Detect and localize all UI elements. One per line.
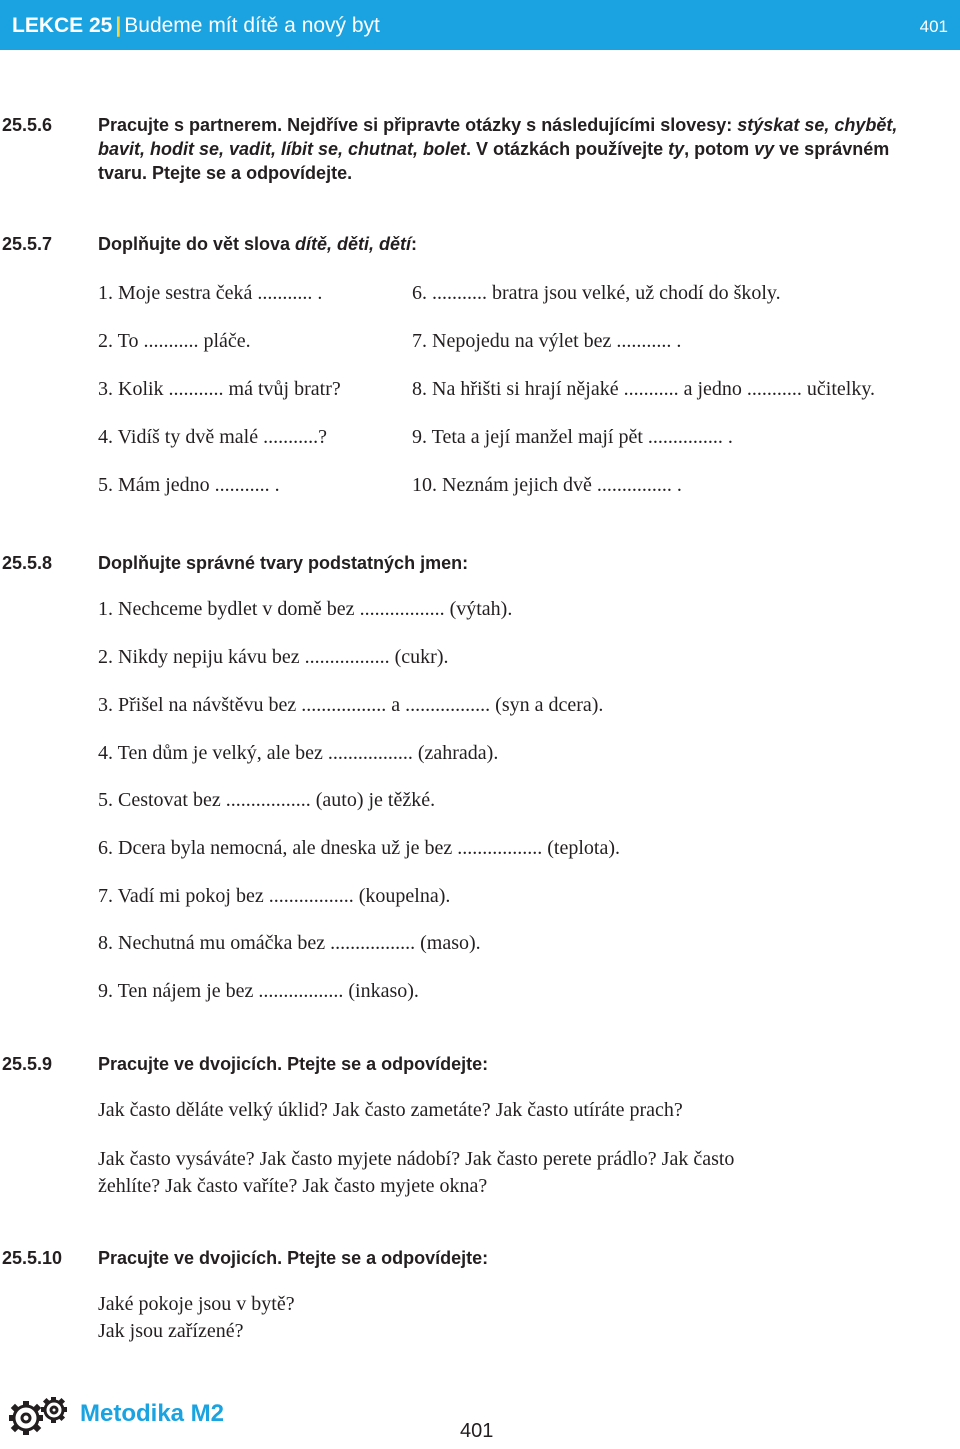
ex7-left-item-2: 2. To ........... pláče. xyxy=(98,330,251,352)
header-page-number: 401 xyxy=(919,17,948,36)
ex7-left-item-4: 4. Vidíš ty dvě malé ...........? xyxy=(98,426,327,448)
ex6-text-2: . V otázkách používejte xyxy=(466,139,669,159)
ex8-item-2: 2. Nikdy nepiju kávu bez ................. (cukr). xyxy=(98,646,449,668)
ex10-text-1: Pracujte ve dvojicích. xyxy=(98,1248,288,1268)
ex8-item-9: 9. Ten nájem je bez ................. (inkaso). xyxy=(98,980,419,1002)
exercise-number-9: 25.5.9 xyxy=(2,1054,53,1074)
header-separator: | xyxy=(115,14,122,37)
ex7-right-item-10: 10. Neznám jejich dvě ............... . xyxy=(412,474,682,496)
ex6-text-3: , potom xyxy=(684,139,755,159)
footer-page-number: 401 xyxy=(460,1420,494,1442)
ex6-text-4: ve správném tvaru. Ptejte se a odpovídejte. xyxy=(98,139,890,183)
ex7-right-item-8: 8. Na hřišti si hrají nějaké ........... a jedno ........... učitelky. xyxy=(412,378,876,400)
ex6-text-1: Pracujte s partnerem. Nejdříve si připravte otázky s následujícími slovesy: xyxy=(98,115,738,135)
exercise-number-6: 25.5.6 xyxy=(2,115,53,135)
ex8-item-8: 8. Nechutná mu omáčka bez ................. (maso). xyxy=(98,932,481,954)
exercise-10-instruction xyxy=(98,1246,928,1270)
lesson-subtitle: Budeme mít dítě a nový byt xyxy=(124,14,380,37)
exercise-7-instruction xyxy=(98,232,928,256)
ex9-text-2: Ptejte se a odpovídejte: xyxy=(287,1054,489,1074)
ex7-right-item-6: 6. ........... bratra jsou velké, už chodí do školy. xyxy=(412,282,781,304)
ex7-words: dítě, děti, dětí xyxy=(295,234,412,254)
gears-icon xyxy=(4,1388,76,1449)
ex6-verbs: stýskat se, chybět, bavit, hodit se, vadit, líbit se, chutnat, bolet xyxy=(98,115,898,159)
exercise-6-instruction xyxy=(98,113,928,185)
lesson-label: LEKCE 25 xyxy=(12,14,113,37)
ex6-ty: ty xyxy=(668,139,685,159)
ex8-item-4: 4. Ten dům je velký, ale bez ................. (zahrada). xyxy=(98,742,499,764)
exercise-number-10: 25.5.10 xyxy=(2,1248,63,1268)
ex7-right-item-7: 7. Nepojedu na výlet bez ........... . xyxy=(412,330,682,352)
exercise-9-instruction xyxy=(98,1052,928,1076)
ex8-item-5: 5. Cestovat bez ................. (auto) je těžké. xyxy=(98,789,436,811)
ex8-item-3: 3. Přišel na návštěvu bez ................. a ................. (syn a dcera). xyxy=(98,694,604,716)
header-title xyxy=(12,14,380,38)
ex10-line-2: Jak jsou zařízené? xyxy=(98,1320,244,1342)
ex9-paragraph-1: Jak často děláte velký úklid? Jak často zametáte? Jak často utíráte prach? xyxy=(98,1099,683,1121)
footer-brand: Metodika M2 xyxy=(80,1400,225,1427)
ex10-line-1: Jaké pokoje jsou v bytě? xyxy=(98,1293,295,1315)
ex10-text-2: Ptejte se a odpovídejte: xyxy=(287,1248,489,1268)
ex8-item-1: 1. Nechceme bydlet v domě bez ................. (výtah). xyxy=(98,598,513,620)
ex7-text-1: Doplňujte do vět slova xyxy=(98,234,296,254)
page-header xyxy=(0,0,960,50)
ex7-left-item-5: 5. Mám jedno ........... . xyxy=(98,474,280,496)
ex7-text-2: : xyxy=(411,234,418,254)
ex9-paragraph-2: Jak často vysáváte? Jak často myjete nádobí? Jak často perete prádlo? Jak často žehlíte? Jak často vaříte? Jak často myjete okna? xyxy=(98,1148,735,1197)
ex9-text-1: Pracujte ve dvojicích. xyxy=(98,1054,288,1074)
exercise-number-8: 25.5.8 xyxy=(2,553,53,573)
ex8-item-7: 7. Vadí mi pokoj bez ................. (koupelna). xyxy=(98,885,451,907)
ex8-item-6: 6. Dcera byla nemocná, ale dneska už je bez ................. (teplota). xyxy=(98,837,621,859)
exercise-number-7: 25.5.7 xyxy=(2,234,53,254)
exercise-8-instruction: Doplňujte správné tvary podstatných jmen: xyxy=(98,553,469,573)
ex6-vy: vy xyxy=(754,139,775,159)
ex7-left-item-1: 1. Moje sestra čeká ........... . xyxy=(98,282,323,304)
ex7-right-item-9: 9. Teta a její manžel mají pět ............... . xyxy=(412,426,733,448)
ex7-left-item-3: 3. Kolik ........... má tvůj bratr? xyxy=(98,378,341,400)
